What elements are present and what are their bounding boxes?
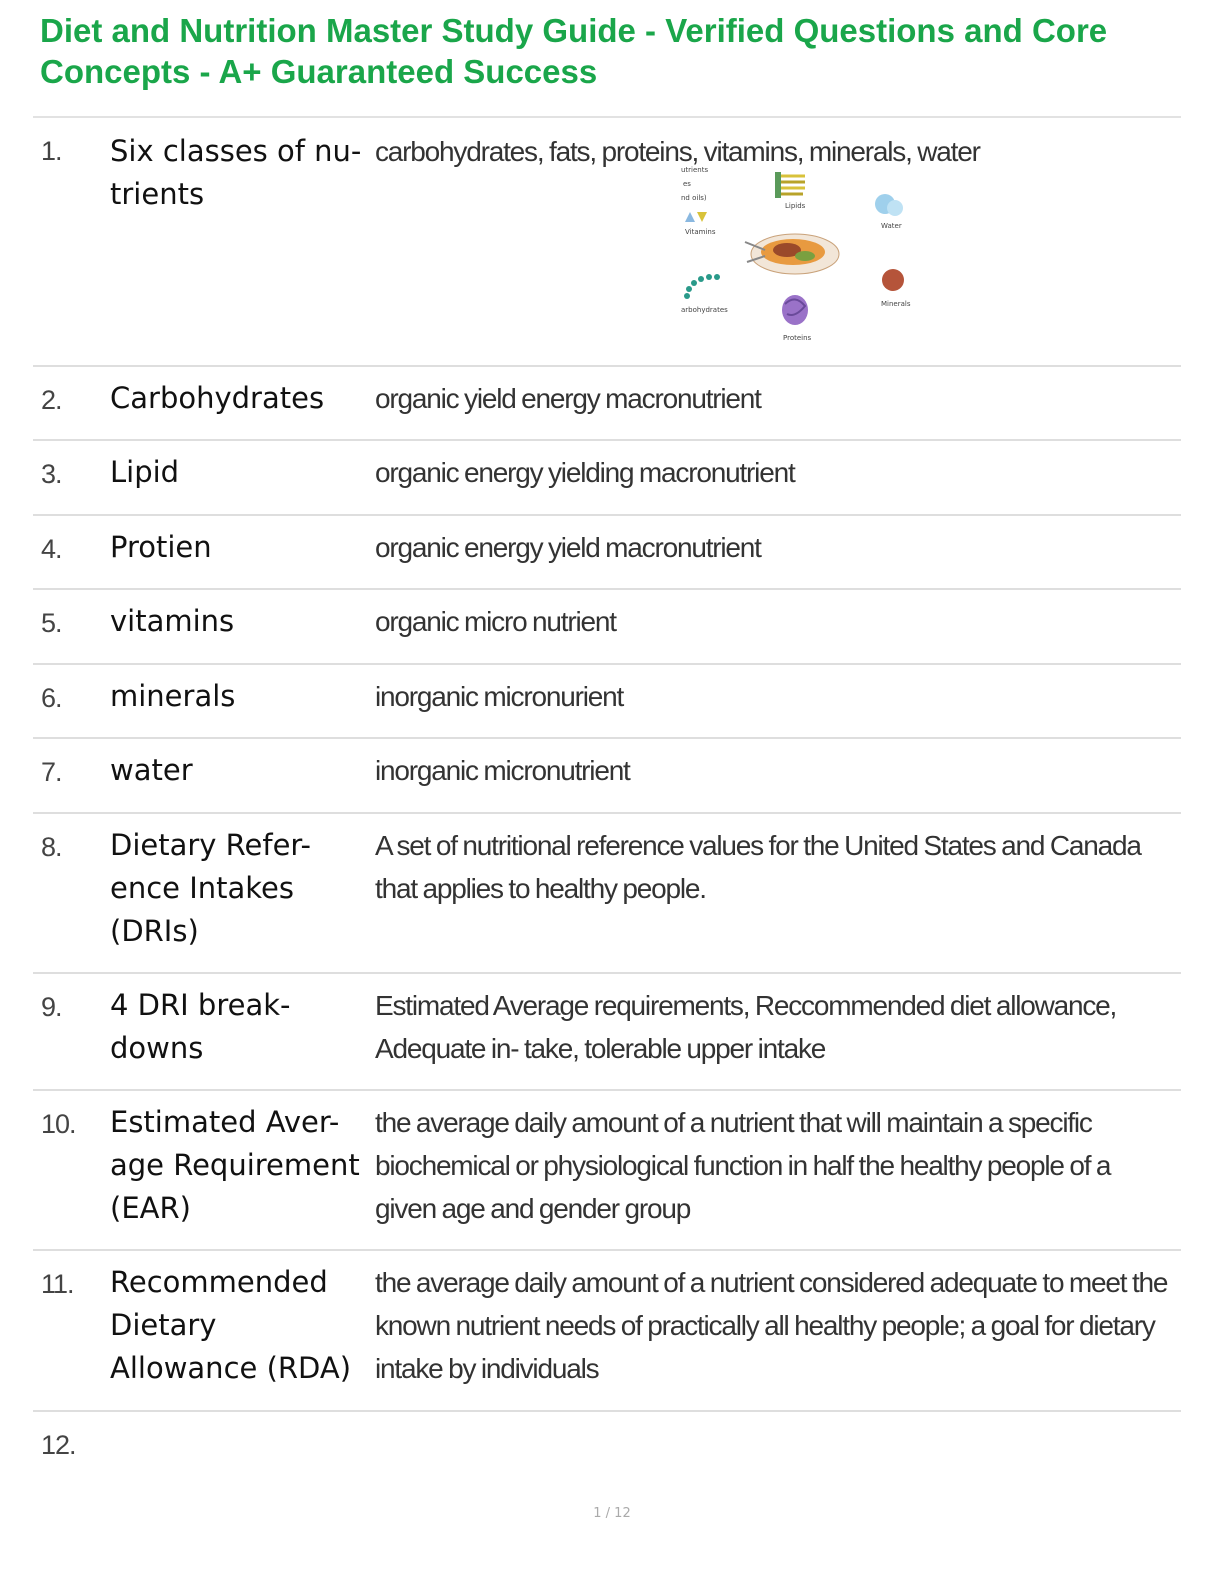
flashcard-row [33,590,1181,665]
document-title: Diet and Nutrition Master Study Guide - Verified Questions and Core Concepts - A+ Guaranteed Success [40,12,1108,90]
figure-label-minerals: Minerals [881,300,911,308]
food-plate-icon [745,234,839,274]
flashcard-row [33,814,1181,974]
page-indicator: 1 / 12 [593,1506,631,1521]
flashcard-row [33,1251,1181,1412]
card-term: 4 DRI break- downs [110,988,291,1065]
flashcard-row [33,974,1181,1091]
card-term: Dietary Refer- ence Intakes (DRIs) [110,828,311,948]
nutrient-classes-figure [645,168,919,346]
card-number: 5. [41,608,62,638]
card-number: 7. [41,757,62,787]
flashcard-row [33,1412,1181,1482]
figure-label-lipids: Lipids [785,202,806,210]
flashcard-row [33,1091,1181,1251]
figure-label-proteins: Proteins [783,334,812,342]
card-definition: inorganic micronurient [375,681,624,712]
card-definition: organic energy yield macronutrient [375,532,761,563]
lipids-icon [775,172,805,198]
card-definition: organic energy yielding macronutrient [375,457,795,488]
vitamins-icon-2 [697,212,707,222]
card-definition: A set of nutritional reference values for the United States and Canada that applies to healthy people. [375,830,1141,904]
card-term: Carbohydrates [110,381,325,415]
card-number: 9. [41,992,62,1022]
card-term: Six classes of nu- trients [110,134,362,211]
card-term: vitamins [110,604,235,638]
card-number: 4. [41,534,62,564]
card-number: 12. [41,1430,76,1460]
figure-label-nutrients: utrients [681,166,709,174]
card-term: water [110,753,193,787]
card-number: 10. [41,1109,76,1139]
card-term: Recommended Dietary Allowance (RDA) [110,1265,352,1385]
card-number: 3. [41,459,62,489]
vitamins-icon [685,212,695,222]
card-term: minerals [110,679,236,713]
flashcard-row [33,118,1181,367]
card-number: 6. [41,683,62,713]
card-definition: organic yield energy macronutrient [375,383,761,414]
card-number: 2. [41,385,62,415]
figure-label-water: Water [881,222,902,230]
flashcard-row [33,739,1181,814]
figure-label-carbohydrates: arbohydrates [681,306,728,314]
flashcard-row [33,516,1181,590]
card-term: Lipid [110,455,180,489]
card-definition: the average daily amount of a nutrient considered adequate to meet the known nutrient needs of practically all healthy people; a goal for dietary intake by individuals [375,1267,1168,1384]
flashcard-row [33,441,1181,516]
nutrient-icons-illustration [645,168,919,346]
card-number: 1. [41,136,62,166]
card-term: Estimated Aver- age Requirement (EAR) [110,1105,360,1225]
flashcard-row [33,665,1181,739]
card-definition: carbohydrates, fats, proteins, vitamins, minerals, water [375,136,980,167]
minerals-icon [882,269,904,291]
card-term: Protien [110,530,212,564]
figure-label-fats: es [683,180,691,188]
carbohydrates-icon [684,274,720,299]
card-definition: inorganic micronutrient [375,755,630,786]
figure-label-vitamins: Vitamins [685,228,716,236]
card-definition: organic micro nutrient [375,606,616,637]
figure-label-oils: nd oils) [681,194,707,202]
water-icon [875,194,903,216]
card-definition: the average daily amount of a nutrient that will maintain a specific biochemical or physiological function in half the healthy people of a given age and gender group [375,1107,1111,1224]
card-number: 11. [41,1269,74,1299]
proteins-icon [782,295,808,325]
flashcard-row [33,367,1181,441]
card-number: 8. [41,832,62,862]
card-definition: Estimated Average requirements, Reccommended diet allowance, Adequate in- take, tolerable upper intake [375,990,1117,1064]
